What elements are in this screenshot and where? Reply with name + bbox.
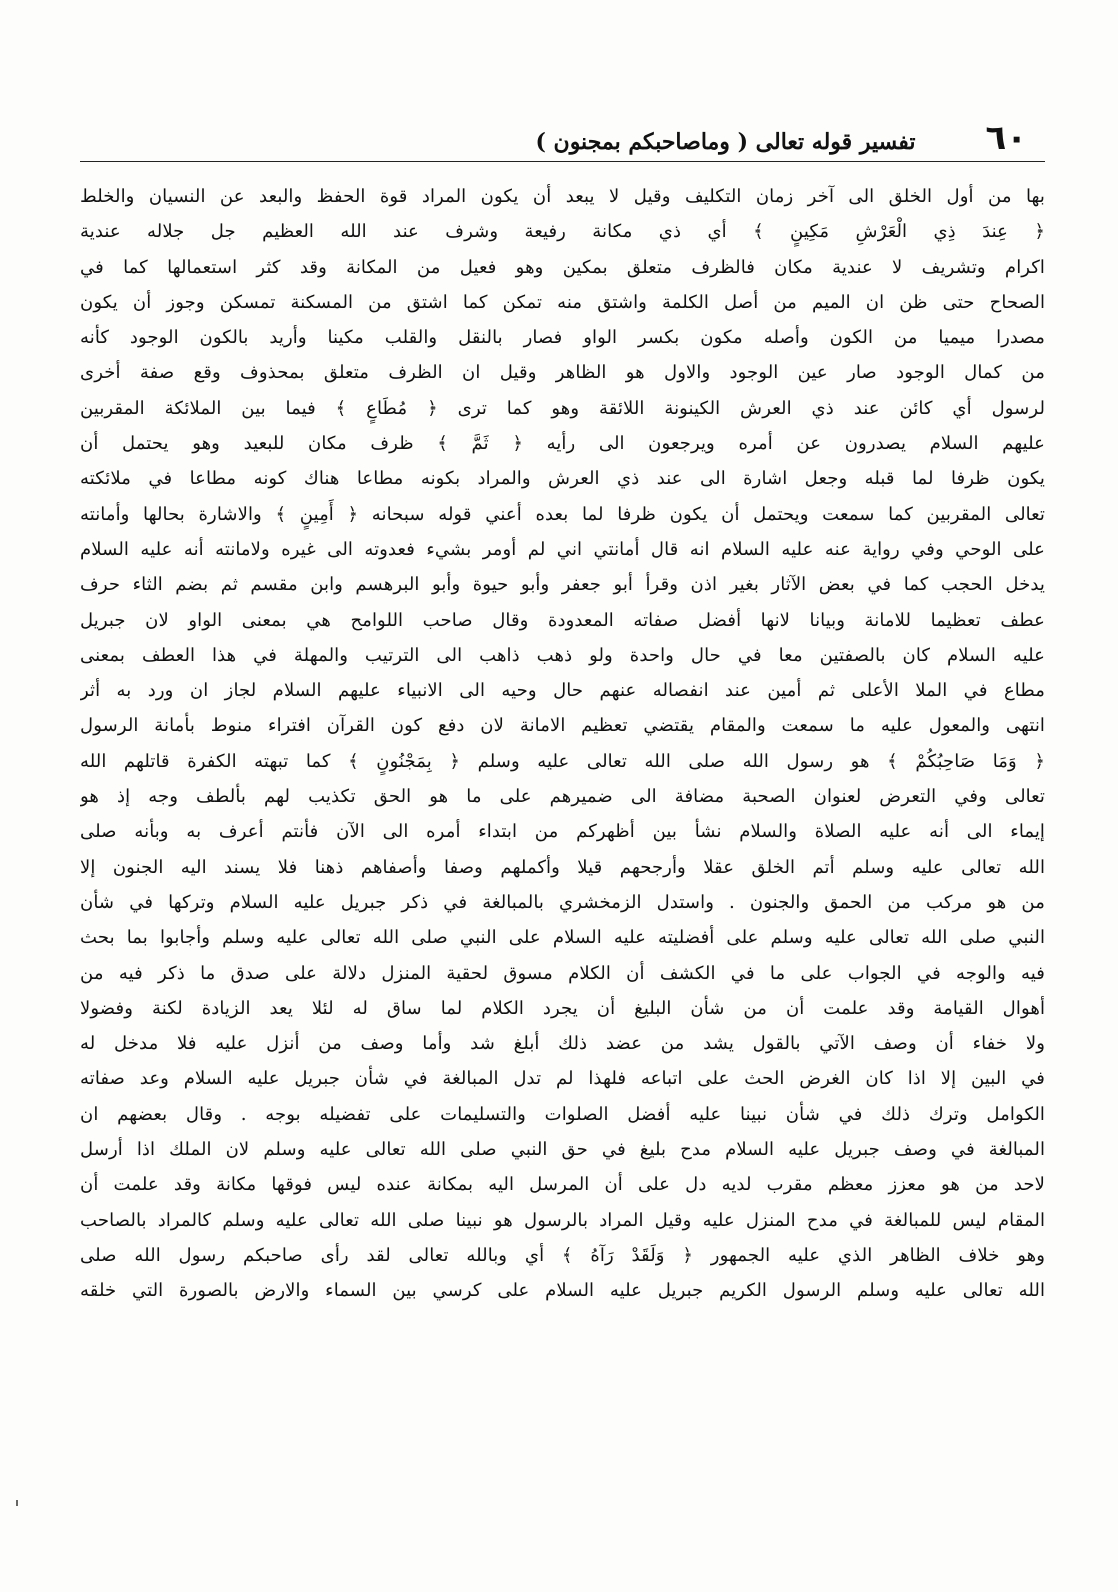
running-title: تفسير قوله تعالى ( وماصاحبكم بمجنون ) (535, 128, 916, 155)
tafsir-body-text (80, 179, 1045, 1309)
page-header (80, 95, 1045, 158)
text-line: وهو خلاف الظاهر الذي عليه الجمهور ﴿ وَلَقَدْ رَآهُ ﴾ أي وبالله تعالى لقد رأى صاحبكم رسول الله صلى (80, 1244, 1045, 1266)
text-line: يدخل الحجب كما في بعض الآثار بغير اذن وقرأ أبو جعفر وأبو حيوة وأبو البرهسم وابن مقسم ثم بضم الثاء حرف (80, 574, 1045, 596)
text-line: على الوحي وفي رواية عنه عليه السلام انه قال أمانتي اني لم أومر بشيء فعدوته الى غيره ولامانته أنه عليه السلام (80, 538, 1045, 560)
text-line: إيماء الى أنه عليه الصلاة والسلام نشأ بين أظهركم من ابتداء أمره الى الآن فأنتم أعرف به وبأنه صلى (80, 821, 1045, 843)
text-line: مطاع في الملا الأعلى ثم أمين عند انفصاله عنهم حال وحيه الى الانبياء عليهم السلام لجاز ان ورد به أثر (80, 680, 1045, 702)
header-rule (80, 161, 1045, 162)
text-line: لاحد من هو معزز معظم مقرب لديه دل على أن المرسل اليه بمكانة عنده ليس فوقها مكانة وقد علمت أن (80, 1174, 1045, 1196)
page-number: ٦٠ (985, 118, 1027, 158)
text-line: مصدرا ميميا من الكون وأصله مكون بكسر الواو فصار بالنقل والقلب مكينا وأريد بالكون الوجود كأنه (80, 327, 1045, 349)
text-line: الله تعالى عليه وسلم أتم الخلق عقلا وأرجحهم قيلا وأكملهم وصفا وأصفاهم ذهنا فلا يسند اليه الجنون إلا (80, 856, 1045, 878)
text-line: تعالى وفي التعرض لعنوان الصحبة مضافة الى ضميرهم على ما هو الحق تكذيب لهم بألطف وجه إذ هو (80, 786, 1045, 808)
text-line: انتهى والمعول عليه ما سمعت والمقام يقتضي تعظيم الامانة لان دفع كون القرآن افتراء منوط بأمانة الرسول (80, 715, 1045, 737)
text-line: الله تعالى عليه وسلم الرسول الكريم جبريل عليه السلام على كرسي بين السماء والارض بالصورة التي خلقه (80, 1280, 1045, 1302)
text-line: النبي صلى الله تعالى عليه وسلم على أفضليته عليه السلام على النبي صلى الله تعالى عليه وسلم وأجابوا بما بحث (80, 927, 1045, 949)
text-line: بها من أول الخلق الى آخر زمان التكليف وقيل لا يبعد أن يكون المراد قوة الحفظ والبعد عن النسيان والخلط (80, 186, 1045, 207)
text-line: عليه السلام كان بالصفتين معا في حال واحدة ولو ذهب ذاهب الى الترتيب والمهلة في هذا العطف بمعنى (80, 644, 1045, 666)
text-line: المقام ليس للمبالغة في مدح المنزل عليه وقيل المراد بالرسول هو نبينا صلى الله تعالى عليه وسلم كالمراد بالصاحب (80, 1209, 1045, 1231)
text-line: الكوامل وترك ذلك في شأن نبينا عليه أفضل الصلوات والتسليمات على تفضيله بوجه . وقال بعضهم ان (80, 1103, 1045, 1125)
text-line: فيه والوجه في الجواب على ما في الكشف أن الكلام مسوق لحقية المنزل دلالة على صدق ما ذكر فيه من (80, 962, 1045, 984)
text-line: الصحاح حتى ظن ان الميم من أصل الكلمة واشتق منه تمكن كما اشتق من المسكنة تمسكن وجوز أن يكون (80, 291, 1045, 313)
scan-speck (16, 1500, 18, 1506)
text-line: ﴿ وَمَا صَاحِبُكُمْ ﴾ هو رسول الله صلى الله تعالى عليه وسلم ﴿ بِمَجْنُونٍ ﴾ كما تبهته الكفرة قاتلهم الله (80, 750, 1045, 772)
text-line: اكرام وتشريف لا عندية مكان فالظرف متعلق بمكين وهو فعيل من المكانة وقد كثر استعمالها كما في (80, 256, 1045, 278)
text-line: لرسول أي كائن عند ذي العرش الكينونة اللائقة وهو كما ترى ﴿ مُطَاعٍ ﴾ فيما بين الملائكة المقربين (80, 397, 1045, 419)
text-line: ولا خفاء أن وصف الآتي بالقول يشد من عضد ذلك أبلغ شد وأما وصف من أنزل عليه فلا مدخل له (80, 1033, 1045, 1055)
text-line: في البين إلا اذا كان الغرض الحث على اتباعه فلهذا لم تدل المبالغة في شأن جبريل عليه السلام وعد صفاته (80, 1068, 1045, 1090)
book-page (80, 95, 1045, 1565)
text-line: عليهم السلام يصدرون عن أمره ويرجعون الى رأيه ﴿ ثَمَّ ﴾ ظرف مكان للبعيد وهو يحتمل أن (80, 433, 1045, 455)
text-line: من كمال الوجود صار عين الوجود والاول هو الظاهر وقيل ان الظرف متعلق بمحذوف وقع صفة أخرى (80, 362, 1045, 384)
text-line: تعالى المقربين كما سمعت ويحتمل أن يكون ظرفا لما بعده أعني قوله سبحانه ﴿ أَمِينٍ ﴾ والاشارة بحالها وأمانته (80, 503, 1045, 525)
text-line: من هو مركب من الحمق والجنون . واستدل الزمخشري بالمبالغة في ذكر جبريل عليه السلام وتركها في شأن (80, 891, 1045, 913)
text-line: عطف تعظيما للامانة وبيانا لانها أفضل صفاته المعدودة وقال صاحب اللوامح هي بمعنى الواو لان جبريل (80, 609, 1045, 631)
text-line: يكون ظرفا لما قبله وجعل اشارة الى عند ذي العرش والمراد بكونه مطاعا هناك كونه مطاعا في ملائكته (80, 468, 1045, 490)
text-line: المبالغة في وصف جبريل عليه السلام مدح بليغ في حق النبي صلى الله تعالى عليه وسلم لان الملك اذا أرسل (80, 1139, 1045, 1161)
text-line: ﴿ عِندَ ذِي الْعَرْشِ مَكِينٍ ﴾ أي ذي مكانة رفيعة وشرف عند الله العظيم جل جلاله عندية (80, 221, 1045, 243)
text-line: أهوال القيامة وقد علمت أن من شأن البليغ أن يجرد الكلام لما ساق له لئلا يعد الزيادة لكنة وفضولا (80, 997, 1045, 1019)
